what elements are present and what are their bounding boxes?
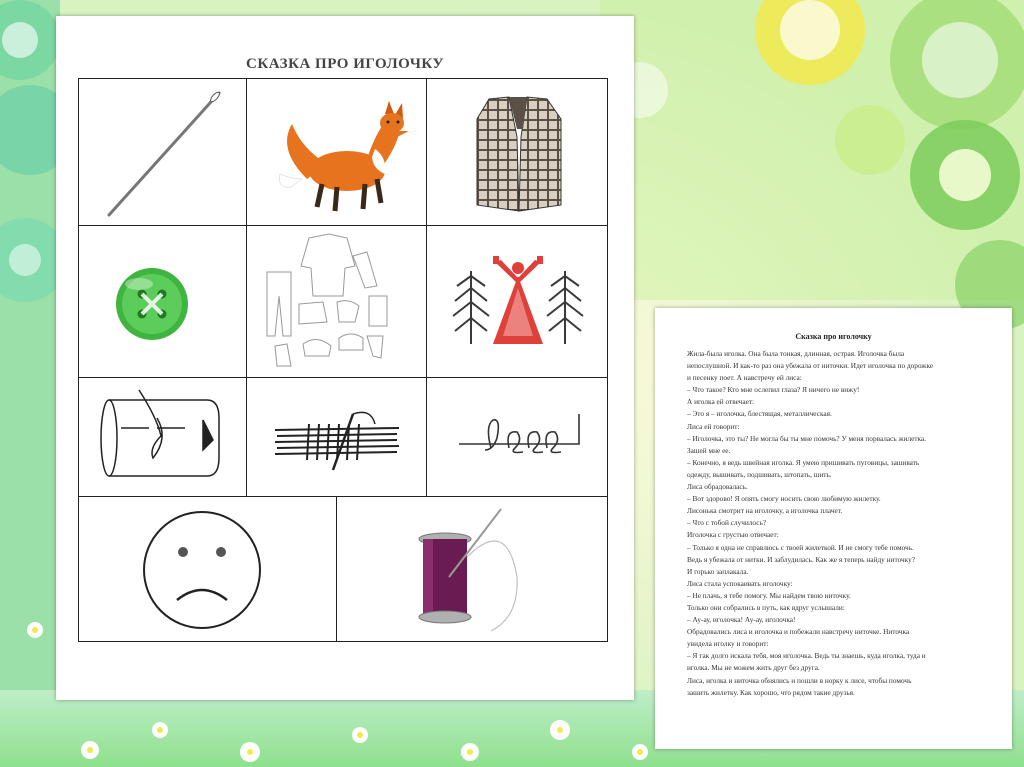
story-line: – Иголочка, это ты? Не могла бы ты мне помочь? У меня порвалась жилетка. [687, 433, 927, 443]
story-line: Ведь я убежала от нитки. И заблудилась. Как же я теперь найду ниточку? [687, 554, 915, 564]
story-line: – Не плачь, я тебе помогу. Мы найдем твою ниточку. [687, 590, 851, 600]
story-line: – Вот здорово! Я опять смогу носить свою любимую жилетку. [687, 494, 881, 504]
story-line: – Ау-ау, иголочка! Ау-ау, иголочка! [687, 615, 796, 625]
story-line: – Только я одна не справлюсь с твоей жилеткой. И не смогу тебе помочь. [687, 542, 914, 552]
story-line: А иголка ей отвечает: [687, 397, 755, 407]
needle-icon [79, 79, 248, 227]
clothes-icon [247, 226, 428, 379]
sad-face-icon [79, 497, 338, 643]
sad-face-cell [78, 496, 337, 642]
clothes-cell [246, 225, 427, 378]
story-line: и песенку поет. А навстречу ей лиса: [687, 373, 802, 383]
story-line: – Я так долго искала тебя, моя иголочка. Ведь ты знаешь, куда иголка, туда и [687, 651, 926, 661]
stitch-line-cell [426, 377, 608, 497]
story-line: увидела иголку и говорит: [687, 639, 769, 649]
story-line: иголка. Мы не можем жить друг без друга. [687, 663, 820, 673]
story-line: Лиса стала успокаивать иголочку: [687, 578, 793, 588]
green-button-icon [79, 226, 248, 379]
story-line: Иголочка с грустью отвечает: [687, 530, 779, 540]
spool-cell [336, 496, 608, 642]
story-line: Лиса ей говорит: [687, 421, 740, 431]
picture-sheet [56, 16, 634, 700]
thread-spool-icon [337, 497, 609, 643]
story-line: зашить жилетку. Как хорошо, что рядом такие друзья. [687, 687, 855, 697]
story-line: Лиса, иголка и ниточка обнялись и пошли в норку к лисе, чтобы помочь [687, 675, 912, 685]
story-line: – Это я – иголочка, блестящая, металлическая. [687, 409, 832, 419]
story-line: Зашей мне ее. [687, 445, 731, 455]
story-text [673, 348, 995, 699]
story-line: Только они собрались в путь, как вдруг услышали: [687, 602, 845, 612]
story-sheet [655, 308, 1012, 749]
stitch-line-icon [427, 378, 609, 498]
story-line: – Что с тобой случилось? [687, 518, 767, 528]
story-line: Обрадовались лиса и иголочка и побежали навстречу ниточке. Ниточка [687, 627, 910, 637]
embroidery-pattern-icon [427, 226, 609, 379]
fox-cell [246, 78, 427, 226]
sewing-stitch-icon [79, 378, 248, 498]
story-line: непослушной. И как-то раз она убежала от ниточки. Идет иголочка по дорожке [687, 361, 934, 371]
fox-icon [247, 79, 428, 227]
story-line: Жила-была иголка. Она была тонкая, длинная, острая. Иголочка была [687, 349, 905, 358]
vest-icon [427, 79, 609, 227]
stitch-cell [78, 377, 247, 497]
story-line: одежду, вышивать, подшивать, штопать, шить. [687, 469, 832, 479]
darning-icon [247, 378, 428, 498]
story-line: И горько заплакала. [687, 566, 749, 576]
story-line: – Что такое? Кто мне ослепил глаза? Я ничего не вижу! [687, 385, 860, 395]
vest-cell [426, 78, 608, 226]
needle-cell [78, 78, 247, 226]
button-cell [78, 225, 247, 378]
story-title: Сказка про иголочку [795, 332, 872, 341]
sheet-title: СКАЗКА ПРО ИГОЛОЧКУ [245, 56, 445, 72]
darning-cell [246, 377, 427, 497]
story-line: Лисонька смотрит на иголочку, а иголочка плачет. [687, 506, 843, 516]
story-line: – Конечно, я ведь швейная иголка. Я умею пришивать пуговицы, зашивать [687, 457, 920, 467]
story-line: Лиса обрадовалась. [687, 482, 748, 492]
embroidery-cell [426, 225, 608, 378]
